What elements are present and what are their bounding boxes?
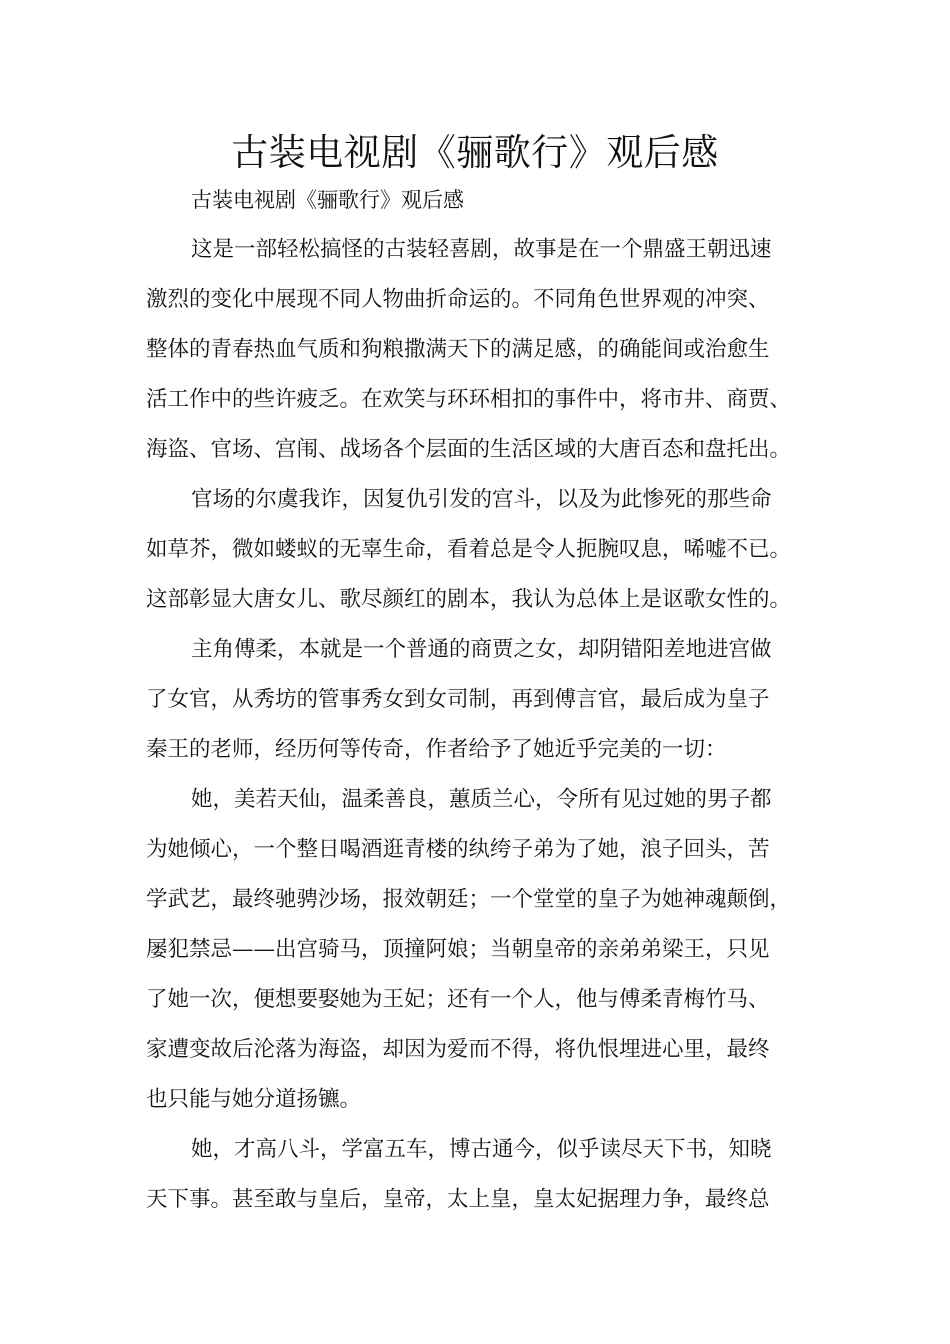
text-line: 这部彰显大唐女儿、歌尽颜红的剧本，我认为总体上是讴歌女性的。 (146, 587, 792, 612)
text-line: 这是一部轻松搞怪的古装轻喜剧，故事是在一个鼎盛王朝迅速 (191, 237, 772, 262)
text-line: 海盗、官场、宫闱、战场各个层面的生活区域的大唐百态和盘托出。 (146, 437, 792, 462)
text-line: 激烈的变化中展现不同人物曲折命运的。不同角色世界观的冲突、 (146, 287, 770, 312)
text-line: 官场的尔虞我诈，因复仇引发的宫斗，以及为此惨死的那些命 (191, 487, 772, 512)
text-line: 整体的青春热血气质和狗粮撒满天下的满足感，的确能间或治愈生 (146, 337, 770, 362)
text-line: 为她倾心，一个整日喝酒逛青楼的纨绔子弟为了她，浪子回头，苦 (146, 837, 770, 862)
text-line: 家遭变故后沦落为海盗，却因为爱而不得，将仇恨埋进心里，最终 (146, 1037, 770, 1062)
text-line: 了她一次，便想要娶她为王妃；还有一个人，他与傅柔青梅竹马、 (146, 987, 770, 1012)
text-line: 屡犯禁忌——出宫骑马，顶撞阿娘；当朝皇帝的亲弟弟梁王，只见 (146, 937, 770, 962)
text-line: 她，美若天仙，温柔善良，蕙质兰心，令所有见过她的男子都 (191, 787, 772, 812)
text-line: 秦王的老师，经历何等传奇，作者给予了她近乎完美的一切： (146, 737, 727, 762)
text-line: 如草芥，微如蝼蚁的无辜生命，看着总是令人扼腕叹息，唏嘘不已。 (146, 537, 792, 562)
document-subtitle: 古装电视剧《骊歌行》观后感 (191, 188, 464, 212)
text-line: 主角傅柔，本就是一个普通的商贾之女，却阴错阳差地进宫做 (191, 637, 772, 662)
text-line: 了女官，从秀坊的管事秀女到女司制，再到傅言官，最后成为皇子 (146, 687, 770, 712)
text-line: 她，才高八斗，学富五车，博古通今，似乎读尽天下书，知晓 (191, 1137, 772, 1162)
text-line: 也只能与她分道扬镳。 (146, 1087, 362, 1112)
text-line: 活工作中的些许疲乏。在欢笑与环环相扣的事件中，将市井、商贾、 (146, 387, 792, 412)
text-line: 学武艺，最终驰骋沙场，报效朝廷；一个堂堂的皇子为她神魂颠倒， (146, 887, 792, 912)
document-title: 古装电视剧《骊歌行》观后感 (231, 131, 719, 174)
text-line: 天下事。甚至敢与皇后，皇帝，太上皇，皇太妃据理力争，最终总 (146, 1187, 770, 1212)
